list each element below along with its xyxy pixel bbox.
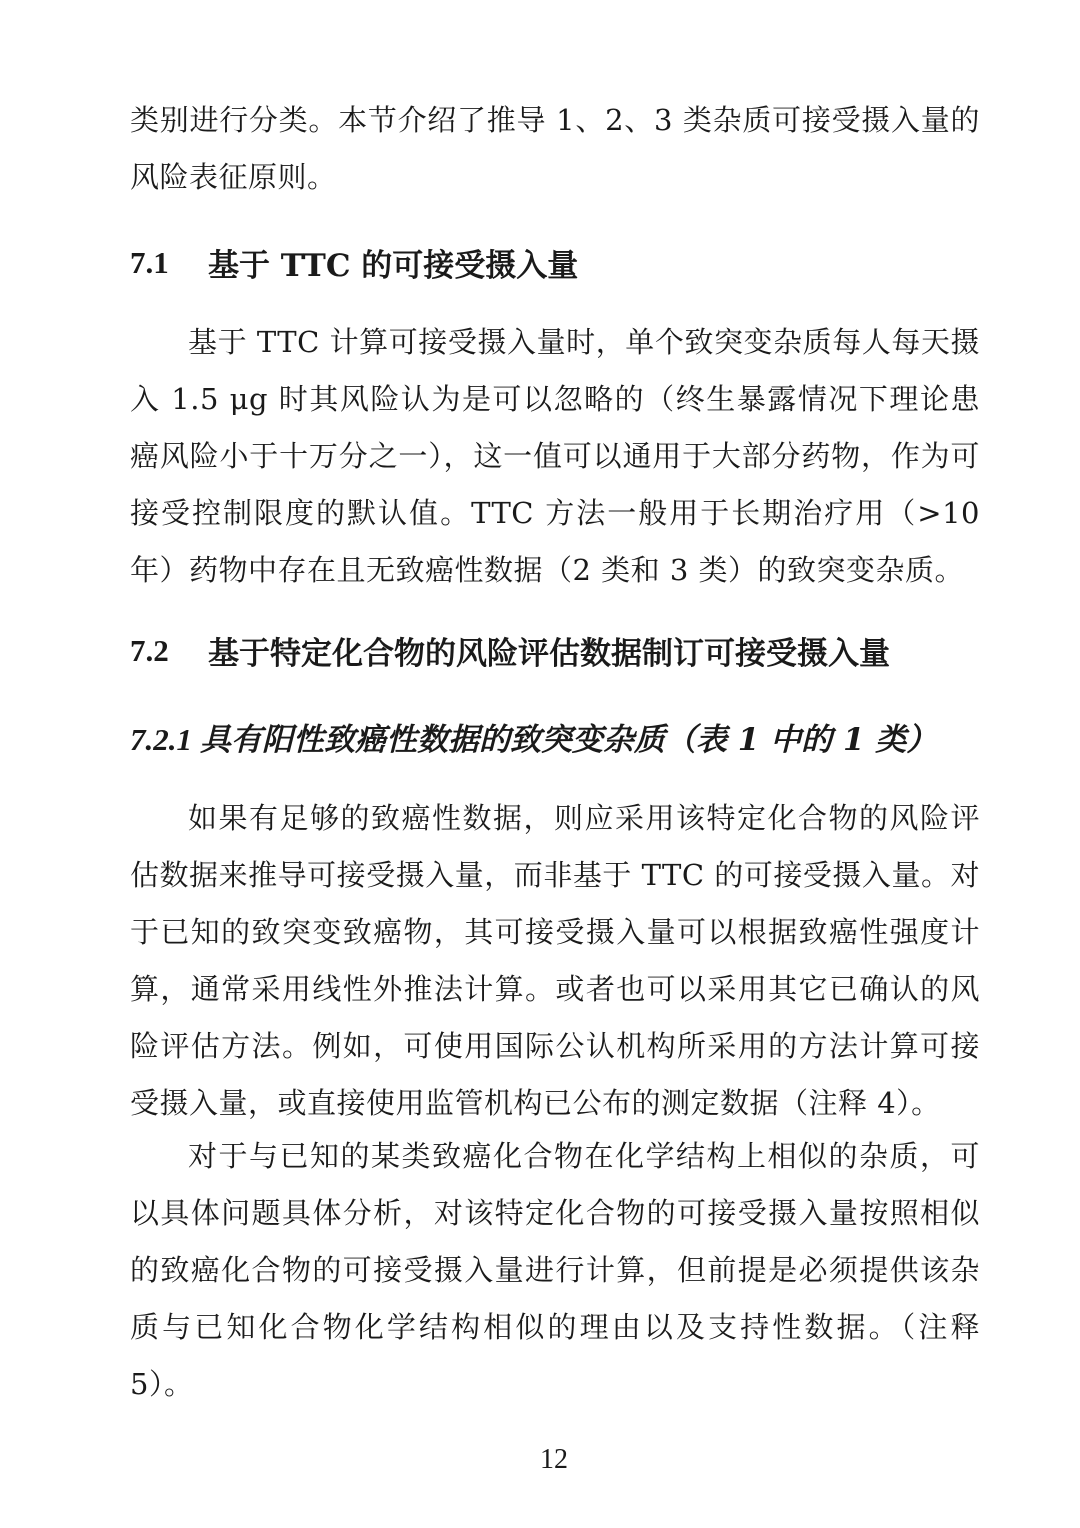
section-7-1-title: 基于 TTC 的可接受摄入量 — [208, 248, 579, 284]
section-7-2-1-paragraph-1: 如果有足够的致癌性数据，则应采用该特定化合物的风险评估数据来推导可接受摄入量，而非基于 TTC 的可接受摄入量。对于已知的致突变致癌物，其可接受摄入量可以根据致癌性强度计算，通常采用线性外推法计算。或者也可以采用其它已确认的风险评估方法。例如，可使用国际公认机构所采用的方法计算可接受摄入量，或直接使用监管机构已公布的测定数据（注释 4）。 — [130, 801, 980, 1120]
section-7-2-1-paragraph-2: 对于与已知的某类致癌化合物在化学结构上相似的杂质，可以具体问题具体分析，对该特定化合物的可接受摄入量按照相似的致癌化合物的可接受摄入量进行计算，但前提是必须提供该杂质与已知化合物化学结构相似的理由以及支持性数据。（注释 5）。 — [130, 1139, 980, 1401]
section-7-2-number: 7.2 — [130, 632, 169, 668]
section-7-2-title: 基于特定化合物的风险评估数据制订可接受摄入量 — [208, 636, 890, 672]
section-7-1-heading — [130, 240, 578, 285]
section-7-1-paragraph: 基于 TTC 计算可接受摄入量时，单个致突变杂质每人每天摄入 1.5 μg 时其风险认为是可以忽略的（终生暴露情况下理论患癌风险小于十万分之一），这一值可以通用于大部分药物，作为可接受控制限度的默认值。TTC 方法一般用于长期治疗用（>10 年）药物中存在且无致癌性数据（2 类和 3 类）的致突变杂质。 — [130, 325, 980, 587]
section-7-1-number: 7.1 — [130, 244, 169, 280]
section-7-2-1-title: 具有阳性致癌性数据的致突变杂质（表 1 中的 1 类） — [200, 722, 938, 758]
section-7-2-heading — [130, 628, 890, 673]
section-7-2-1-number: 7.2.1 — [130, 722, 192, 757]
section-7-2-1-heading — [130, 714, 937, 759]
intro-paragraph: 类别进行分类。本节介绍了推导 1、2、3 类杂质可接受摄入量的风险表征原则。 — [130, 103, 980, 194]
page-number: 12 — [540, 1444, 568, 1475]
